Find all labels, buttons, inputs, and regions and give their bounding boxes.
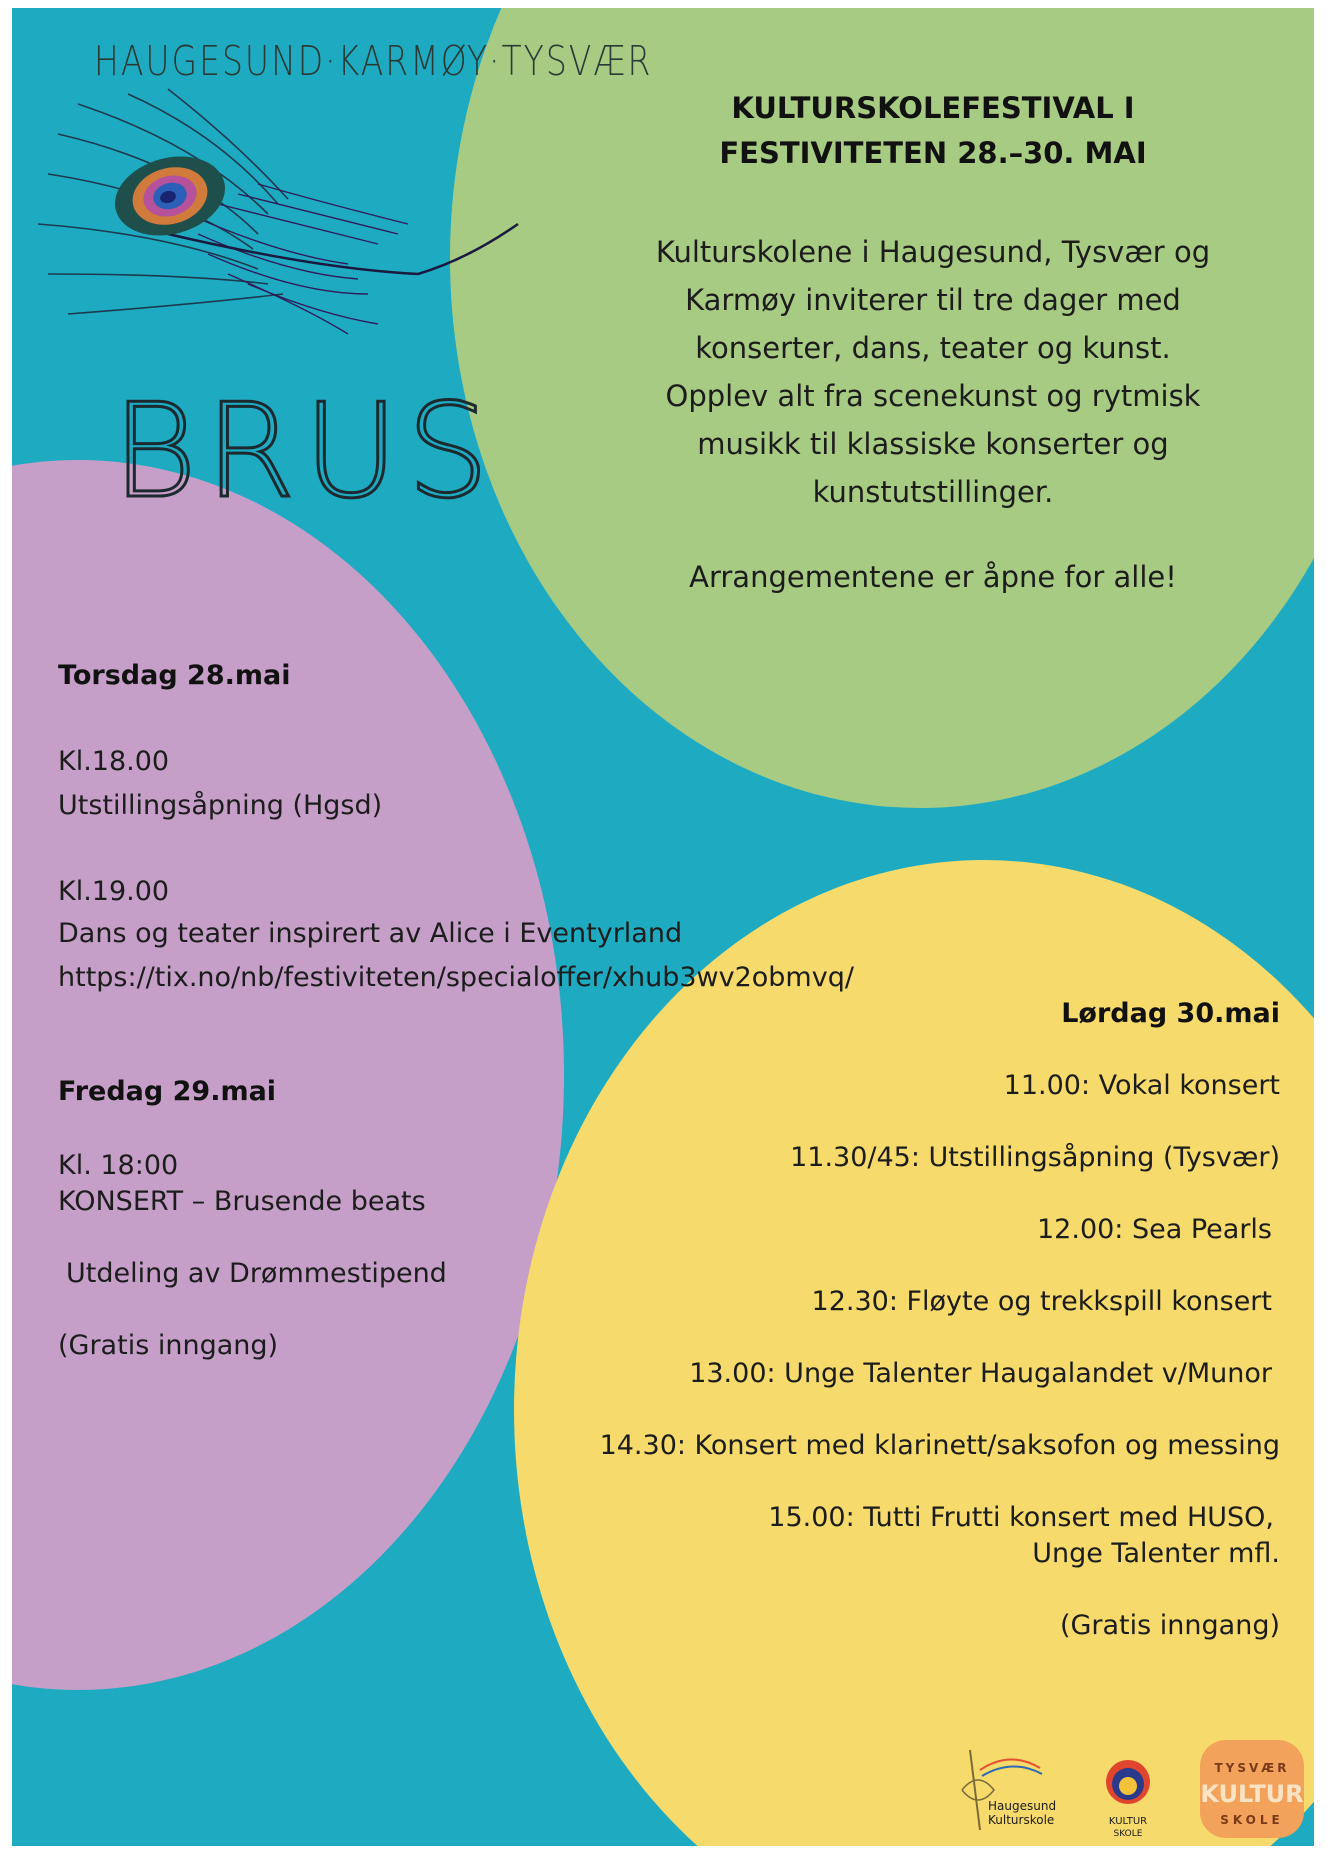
intro-line: Karmøy inviterer til tre dager med	[685, 283, 1181, 317]
friday-award: Utdeling av Drømmestipend	[66, 1258, 447, 1289]
intro-line: konserter, dans, teater og kunst.	[695, 331, 1171, 365]
headline-line: KULTURSKOLEFESTIVAL I	[731, 91, 1135, 125]
ticket-link[interactable]: https://tix.no/nb/festiviteten/specialoffer/xhub3wv2obmvq/	[58, 962, 854, 993]
friday-concert: KONSERT – Brusende beats	[58, 1186, 426, 1217]
brus-logo	[112, 380, 512, 530]
saturday-event: 11.00: Vokal konsert	[1003, 1070, 1280, 1101]
tysvaer-logo-top: TYSVÆR	[1214, 1761, 1290, 1775]
tysvaer-kulturskole-logo	[1200, 1740, 1304, 1838]
haugesund-kulturskole-logo	[962, 1750, 1056, 1830]
intro-line: musikk til klassiske konserter og	[697, 427, 1169, 461]
festival-headline	[598, 86, 1268, 176]
saturday-event: Unge Talenter mfl.	[1032, 1538, 1280, 1569]
karmoy-logo-line2: SKOLE	[1113, 1829, 1143, 1839]
karmoy-kulturskole-logo	[1106, 1760, 1150, 1839]
tysvaer-logo-mid: KULTUR	[1200, 1780, 1304, 1808]
open-for-all: Arrangementene er åpne for alle!	[689, 560, 1177, 594]
saturday-event: 11.30/45: Utstillingsåpning (Tysvær)	[790, 1142, 1280, 1173]
brus-logo-text: BRUS	[112, 380, 498, 527]
saturday-free-entry: (Gratis inngang)	[1059, 1610, 1280, 1641]
thursday-title: Torsdag 28.mai	[58, 660, 291, 691]
thursday-event2-name: Dans og teater inspirert av Alice i Eventyrland	[58, 918, 683, 949]
saturday-event: 14.30: Konsert med klarinett/saksofon og messing	[599, 1430, 1280, 1461]
sponsor-logos	[950, 1730, 1310, 1842]
saturday-event: 13.00: Unge Talenter Haugalandet v/Munor	[689, 1358, 1272, 1389]
intro-line: Kulturskolene i Haugesund, Tysvær og	[655, 235, 1211, 269]
thursday-event1-name: Utstillingsåpning (Hgsd)	[58, 790, 383, 821]
saturday-event: 12.00: Sea Pearls	[1037, 1214, 1272, 1245]
thursday-event1-time: Kl.18.00	[58, 746, 170, 777]
haugesund-logo-line2: Kulturskole	[988, 1813, 1055, 1827]
intro-line: Opplev alt fra scenekunst og rytmisk	[665, 379, 1201, 413]
tysvaer-logo-bottom: SKOLE	[1220, 1813, 1284, 1827]
haugesund-logo-line1: Haugesund	[988, 1799, 1057, 1813]
saturday-event: 12.30: Fløyte og trekkspill konsert	[811, 1286, 1272, 1317]
friday-title: Fredag 29.mai	[58, 1076, 277, 1107]
thursday-event2-time: Kl.19.00	[58, 876, 170, 907]
purple-circle	[12, 460, 564, 1690]
saturday-event: 15.00: Tutti Frutti konsert med HUSO,	[768, 1502, 1274, 1533]
saturday-title: Lørdag 30.mai	[1061, 998, 1280, 1029]
region-name: HAUGESUND·KARMØY·TYSVÆR	[94, 36, 653, 85]
peacock-feather-icon	[18, 84, 538, 374]
friday-free-entry: (Gratis inngang)	[58, 1330, 279, 1361]
friday-time: Kl. 18:00	[58, 1150, 179, 1181]
karmoy-logo-line1: KULTUR	[1108, 1816, 1148, 1827]
headline-line: FESTIVITETEN 28.–30. MAI	[719, 136, 1147, 170]
intro-text	[598, 228, 1268, 516]
intro-line: kunstutstillinger.	[812, 475, 1054, 509]
